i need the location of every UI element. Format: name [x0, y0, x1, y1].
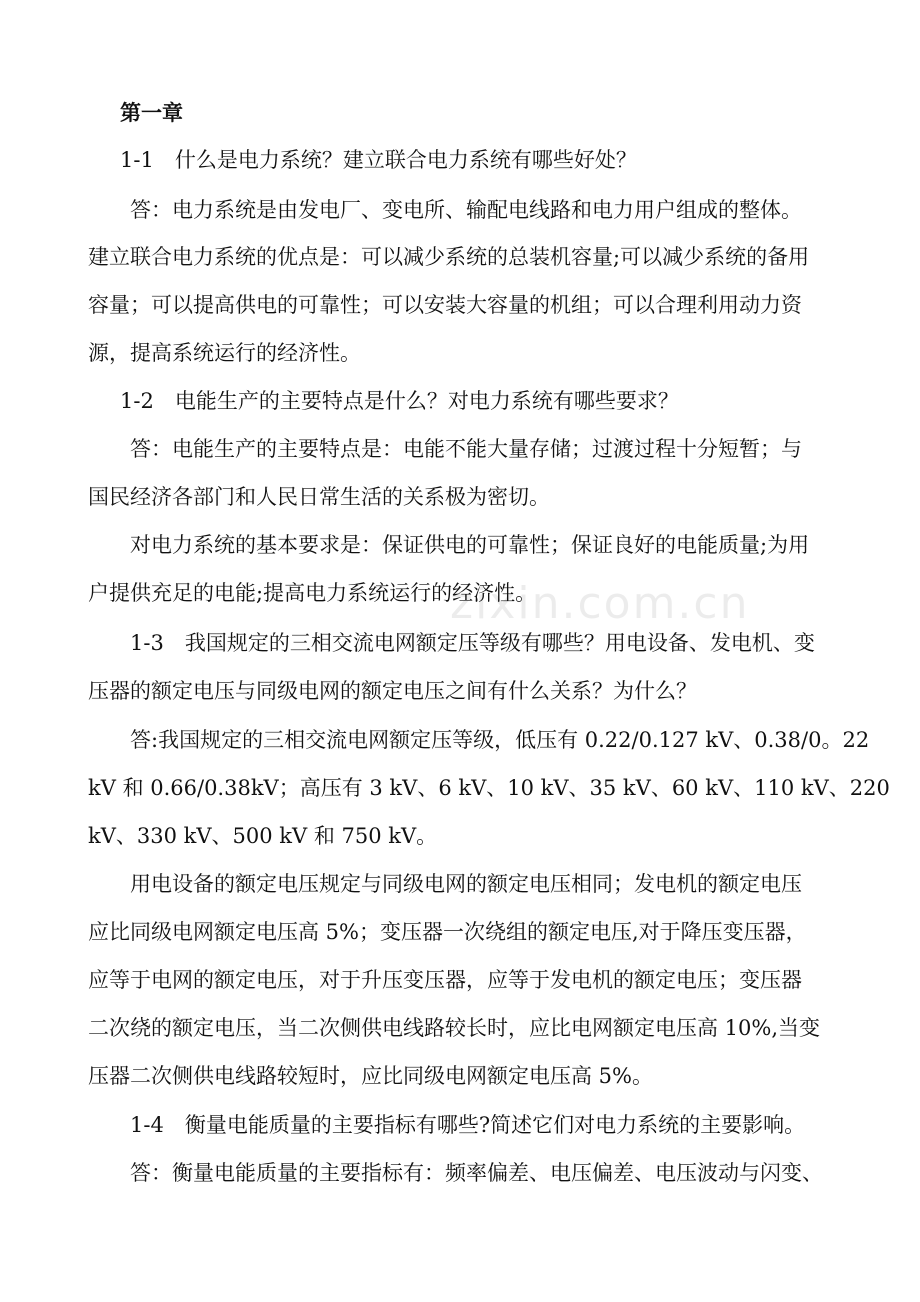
chapter-title: 第一章 — [120, 100, 183, 125]
answer-1-3-line-1: 答:我国规定的三相交流电网额定压等级，低压有 0.22/0.127 kV、0.38/0。22 — [130, 728, 870, 752]
watermark: zixin.com.cn — [450, 578, 750, 629]
answer-1-1-line-2: 建立联合电力系统的优点是：可以减少系统的总装机容量;可以减少系统的备用 — [88, 245, 810, 269]
voltage-rules-line-3: 应等于电网的额定电压，对于升压变压器，应等于发电机的额定电压；变压器 — [88, 968, 802, 992]
voltage-rules-line-2: 应比同级电网额定电压高 5%；变压器一次绕组的额定电压,对于降压变压器， — [88, 920, 807, 944]
voltage-rules-line-1: 用电设备的额定电压规定与同级电网的额定电压相同；发电机的额定电压 — [130, 872, 802, 896]
answer-1-2-line-2: 国民经济各部门和人民日常生活的关系极为密切。 — [88, 485, 550, 509]
question-1-4: 1-4 衡量电能质量的主要指标有哪些?简述它们对电力系统的主要影响。 — [130, 1113, 806, 1137]
answer-1-2-line-1: 答：电能生产的主要特点是：电能不能大量存储；过渡过程十分短暂；与 — [130, 437, 802, 461]
requirements-line-2: 户提供充足的电能;提高电力系统运行的经济性。 — [88, 581, 537, 605]
answer-1-1-line-4: 源，提高系统运行的经济性。 — [88, 341, 361, 365]
question-1-2: 1-2 电能生产的主要特点是什么？对电力系统有哪些要求？ — [120, 389, 679, 413]
answer-1-1-line-3: 容量；可以提高供电的可靠性；可以安装大容量的机组；可以合理利用动力资 — [88, 293, 802, 317]
voltage-rules-line-5: 压器二次侧供电线路较短时，应比同级电网额定电压高 5%。 — [88, 1064, 653, 1088]
question-1-3-line-2: 压器的额定电压与同级电网的额定电压之间有什么关系？为什么？ — [88, 679, 697, 703]
question-1-3-line-1: 1-3 我国规定的三相交流电网额定压等级有哪些？用电设备、发电机、变 — [130, 631, 815, 655]
answer-1-4-line-1: 答：衡量电能质量的主要指标有：频率偏差、电压偏差、电压波动与闪变、 — [130, 1161, 823, 1185]
question-1-1: 1-1 什么是电力系统？建立联合电力系统有哪些好处？ — [120, 148, 637, 172]
answer-1-1-line-1: 答：电力系统是由发电厂、变电所、输配电线路和电力用户组成的整体。 — [130, 198, 802, 222]
requirements-line-1: 对电力系统的基本要求是：保证供电的可靠性；保证良好的电能质量;为用 — [130, 533, 810, 557]
voltage-rules-line-4: 二次绕的额定电压，当二次侧供电线路较长时，应比电网额定电压高 10%,当变 — [88, 1016, 821, 1040]
answer-1-3-line-3: kV、330 kV、500 kV 和 750 kV。 — [88, 824, 438, 848]
answer-1-3-line-2: kV 和 0.66/0.38kV；高压有 3 kV、6 kV、10 kV、35 kV、60 kV、110 kV、220 — [88, 776, 890, 800]
